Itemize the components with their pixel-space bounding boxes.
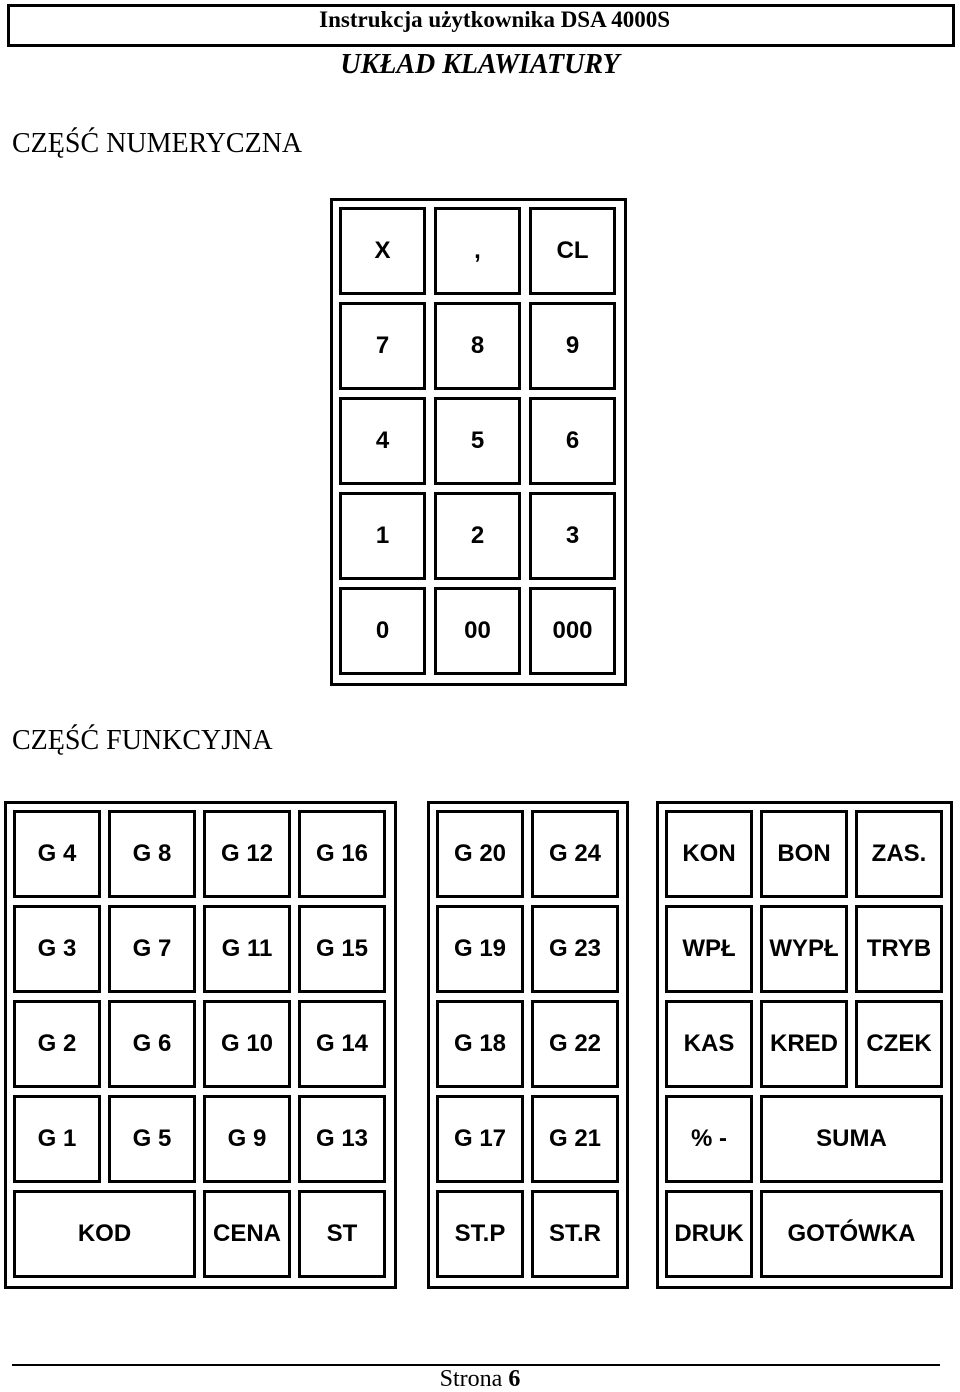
key-g2[interactable]: G 2 [13, 1000, 101, 1088]
functional-section-title: CZĘŚĆ FUNKCYJNA [12, 725, 273, 756]
key-1[interactable]: 1 [339, 492, 426, 580]
key-percent-minus[interactable]: % - [665, 1095, 753, 1183]
key-st[interactable]: ST [298, 1190, 386, 1278]
key-g10[interactable]: G 10 [203, 1000, 291, 1088]
key-clear[interactable]: CL [529, 207, 616, 295]
key-gotowka[interactable]: GOTÓWKA [760, 1190, 943, 1278]
key-g14[interactable]: G 14 [298, 1000, 386, 1088]
page-subtitle: UKŁAD KLAWIATURY [340, 49, 620, 80]
document-title: Instrukcja użytkownika DSA 4000S [319, 7, 670, 32]
key-g12[interactable]: G 12 [203, 810, 291, 898]
key-st-p[interactable]: ST.P [436, 1190, 524, 1278]
key-00[interactable]: 00 [434, 587, 521, 675]
key-kas[interactable]: KAS [665, 1000, 753, 1088]
key-kon[interactable]: KON [665, 810, 753, 898]
key-g22[interactable]: G 22 [531, 1000, 619, 1088]
key-g21[interactable]: G 21 [531, 1095, 619, 1183]
key-g18[interactable]: G 18 [436, 1000, 524, 1088]
key-2[interactable]: 2 [434, 492, 521, 580]
key-cena[interactable]: CENA [203, 1190, 291, 1278]
key-druk[interactable]: DRUK [665, 1190, 753, 1278]
key-g20[interactable]: G 20 [436, 810, 524, 898]
key-g6[interactable]: G 6 [108, 1000, 196, 1088]
key-g5[interactable]: G 5 [108, 1095, 196, 1183]
key-0[interactable]: 0 [339, 587, 426, 675]
key-g1[interactable]: G 1 [13, 1095, 101, 1183]
key-g16[interactable]: G 16 [298, 810, 386, 898]
key-g23[interactable]: G 23 [531, 905, 619, 993]
key-7[interactable]: 7 [339, 302, 426, 390]
key-8[interactable]: 8 [434, 302, 521, 390]
key-3[interactable]: 3 [529, 492, 616, 580]
key-multiply[interactable]: X [339, 207, 426, 295]
key-g7[interactable]: G 7 [108, 905, 196, 993]
key-kod[interactable]: KOD [13, 1190, 196, 1278]
key-suma[interactable]: SUMA [760, 1095, 943, 1183]
page-number: 6 [508, 1366, 521, 1392]
key-tryb[interactable]: TRYB [855, 905, 943, 993]
key-g13[interactable]: G 13 [298, 1095, 386, 1183]
numeric-section-title: CZĘŚĆ NUMERYCZNA [12, 128, 303, 159]
numeric-keypad [330, 198, 627, 686]
key-000[interactable]: 000 [529, 587, 616, 675]
function-block-groups-b [427, 801, 629, 1289]
key-wypl[interactable]: WYPŁ [760, 905, 848, 993]
key-9[interactable]: 9 [529, 302, 616, 390]
function-block-groups-a [4, 801, 397, 1289]
key-g11[interactable]: G 11 [203, 905, 291, 993]
key-wpl[interactable]: WPŁ [665, 905, 753, 993]
key-g15[interactable]: G 15 [298, 905, 386, 993]
key-5[interactable]: 5 [434, 397, 521, 485]
key-g9[interactable]: G 9 [203, 1095, 291, 1183]
key-g3[interactable]: G 3 [13, 905, 101, 993]
key-g4[interactable]: G 4 [13, 810, 101, 898]
key-g24[interactable]: G 24 [531, 810, 619, 898]
key-4[interactable]: 4 [339, 397, 426, 485]
key-g8[interactable]: G 8 [108, 810, 196, 898]
key-st-r[interactable]: ST.R [531, 1190, 619, 1278]
key-bon[interactable]: BON [760, 810, 848, 898]
key-6[interactable]: 6 [529, 397, 616, 485]
key-zas[interactable]: ZAS. [855, 810, 943, 898]
key-kred[interactable]: KRED [760, 1000, 848, 1088]
footer-label: Strona [439, 1366, 503, 1392]
key-comma[interactable]: , [434, 207, 521, 295]
key-czek[interactable]: CZEK [855, 1000, 943, 1088]
page-footer [0, 1366, 960, 1392]
function-block-control [656, 801, 953, 1289]
key-g19[interactable]: G 19 [436, 905, 524, 993]
key-g17[interactable]: G 17 [436, 1095, 524, 1183]
